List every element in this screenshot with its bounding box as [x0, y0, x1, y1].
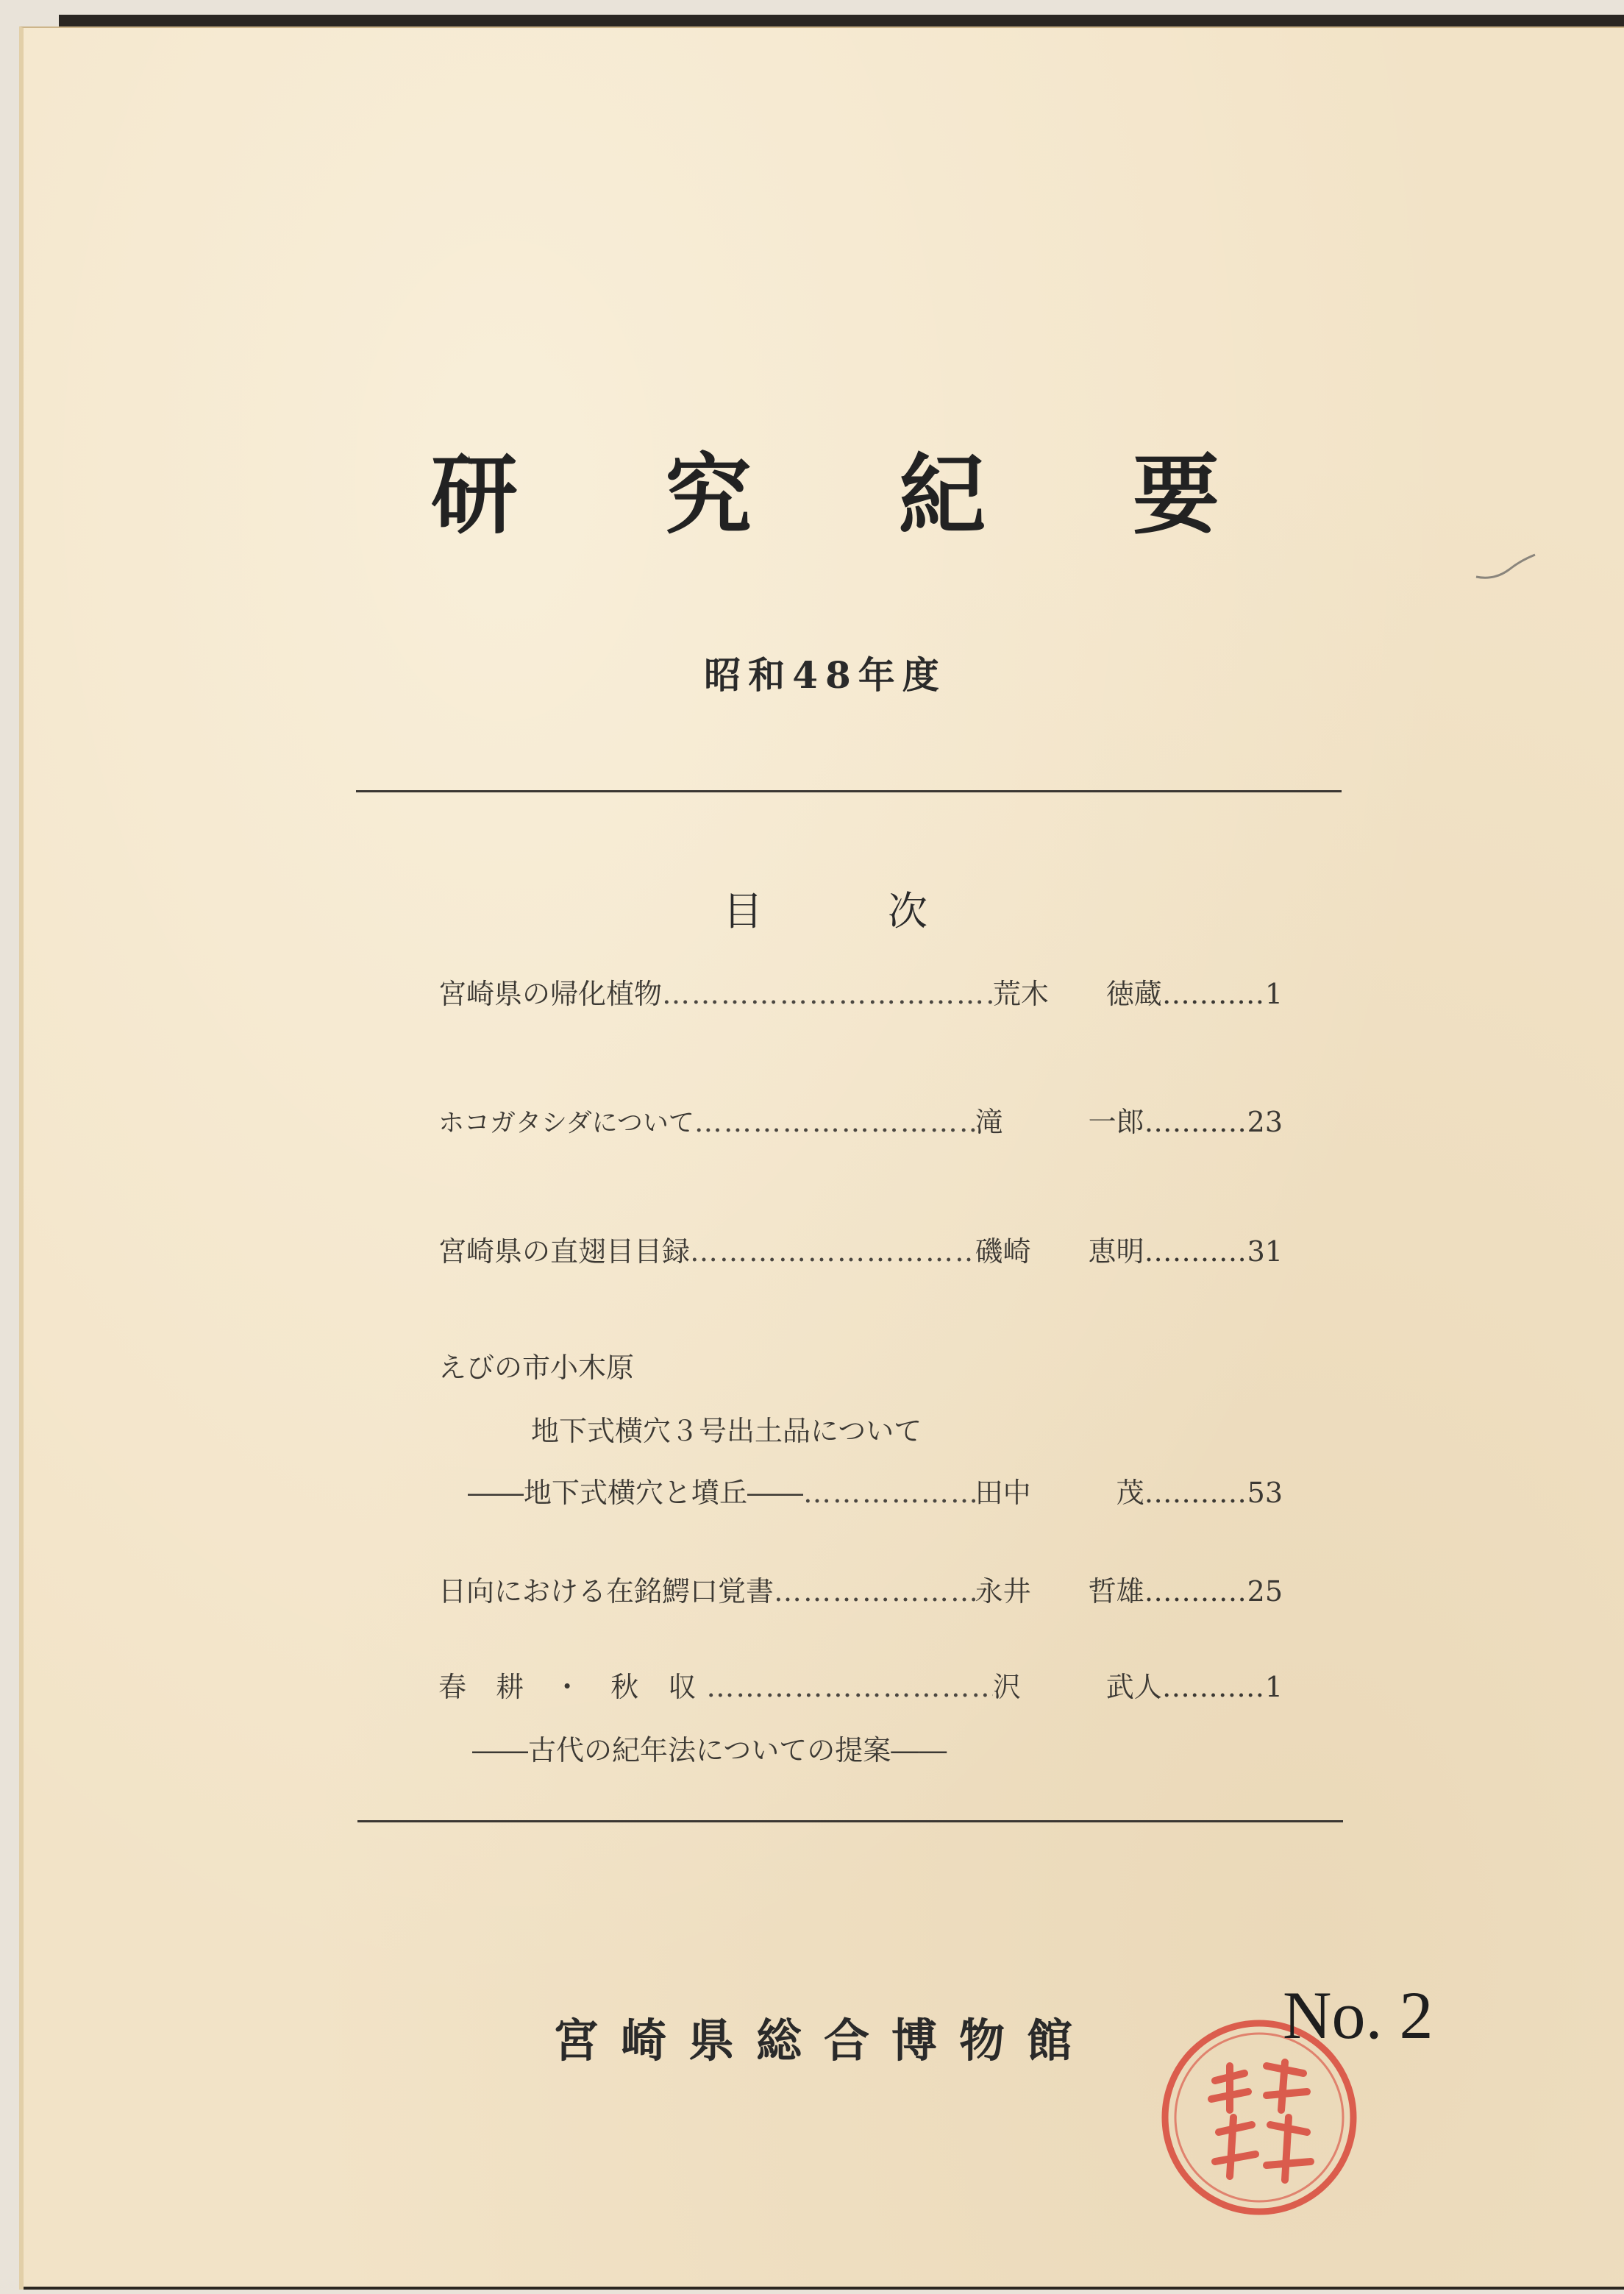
cover-year: 昭和48年度 [704, 653, 947, 697]
toc-entry-author-last: 滝 [975, 1106, 1003, 1138]
toc-entry-author-last: 永井 [975, 1575, 1031, 1608]
leader-dots [1144, 1106, 1247, 1138]
toc-entry-title: 宮崎県の直翅目目録 [438, 1235, 691, 1268]
toc-entry-page: 23 [1247, 1106, 1283, 1138]
leader-dots [1144, 1575, 1247, 1608]
toc-entry-title: 春 耕 ・ 秋 収 [438, 1671, 707, 1703]
cover-title: 研究紀要 [430, 444, 1367, 546]
toc-entry-title: えびの市小木原 [438, 1352, 635, 1384]
leader-dots [774, 1575, 975, 1608]
toc-entry-page: 53 [1247, 1477, 1283, 1509]
toc-entry[interactable] [438, 1569, 1283, 1613]
leader-dots [1162, 978, 1265, 1010]
top-divider [356, 790, 1342, 792]
leader-dots [803, 1477, 975, 1509]
toc-entry-title: 日向における在銘鰐口覚書 [438, 1575, 774, 1608]
toc-entry[interactable] [438, 1099, 1283, 1143]
toc-entry-title: ホコガタシダについて [438, 1109, 694, 1138]
toc-entry-title-continued: 地下式横穴３号出土品について [531, 1415, 922, 1447]
publisher-name: 宮崎県総合博物館 [553, 2014, 1095, 2067]
leader-dots [1144, 1477, 1247, 1509]
pencil-mark [1472, 547, 1539, 592]
toc-entry-page: 25 [1247, 1575, 1283, 1608]
toc-entry[interactable] [438, 1229, 1283, 1273]
toc-entry-author-first: 恵明 [1088, 1235, 1144, 1268]
toc-entry-author-last: 磯崎 [975, 1235, 1031, 1268]
toc-heading: 目次 [723, 888, 1053, 934]
toc-entry-page: 1 [1264, 1671, 1283, 1703]
toc-entry-author-last: 沢 [992, 1671, 1021, 1703]
issue-number: No. 2 [1283, 1978, 1434, 2053]
toc-entry-subtitle: ――古代の紀年法についての提案―― [472, 1734, 947, 1766]
toc-entry-title: 宮崎県の帰化植物 [438, 978, 663, 1010]
toc-entry-author-first: 茂 [1116, 1477, 1144, 1509]
leader-dots [662, 978, 993, 1010]
leader-dots [694, 1106, 975, 1138]
toc-entry[interactable] [468, 1470, 1283, 1514]
book-cover [19, 26, 1624, 2290]
toc-entry-author-last: 田中 [975, 1477, 1031, 1509]
toc-entry-author-first: 徳蔵 [1105, 978, 1162, 1010]
toc-entry-subtitle: ――地下式横穴と墳丘―― [468, 1477, 804, 1509]
toc-entry-author-first: 哲雄 [1088, 1575, 1144, 1608]
toc-entry[interactable] [438, 971, 1283, 1015]
bottom-divider [357, 1820, 1343, 1822]
leader-dots [690, 1235, 975, 1268]
toc-entry-author-first: 一郎 [1088, 1106, 1144, 1138]
toc-entry-author-first: 武人 [1105, 1671, 1162, 1703]
leader-dots [1144, 1235, 1247, 1268]
toc-entry-author-last: 荒木 [992, 978, 1049, 1010]
toc-entry[interactable] [438, 1664, 1283, 1708]
toc-entry-page: 31 [1247, 1235, 1283, 1268]
toc-entry-page: 1 [1264, 978, 1283, 1010]
leader-dots [706, 1671, 992, 1703]
leader-dots [1162, 1671, 1265, 1703]
